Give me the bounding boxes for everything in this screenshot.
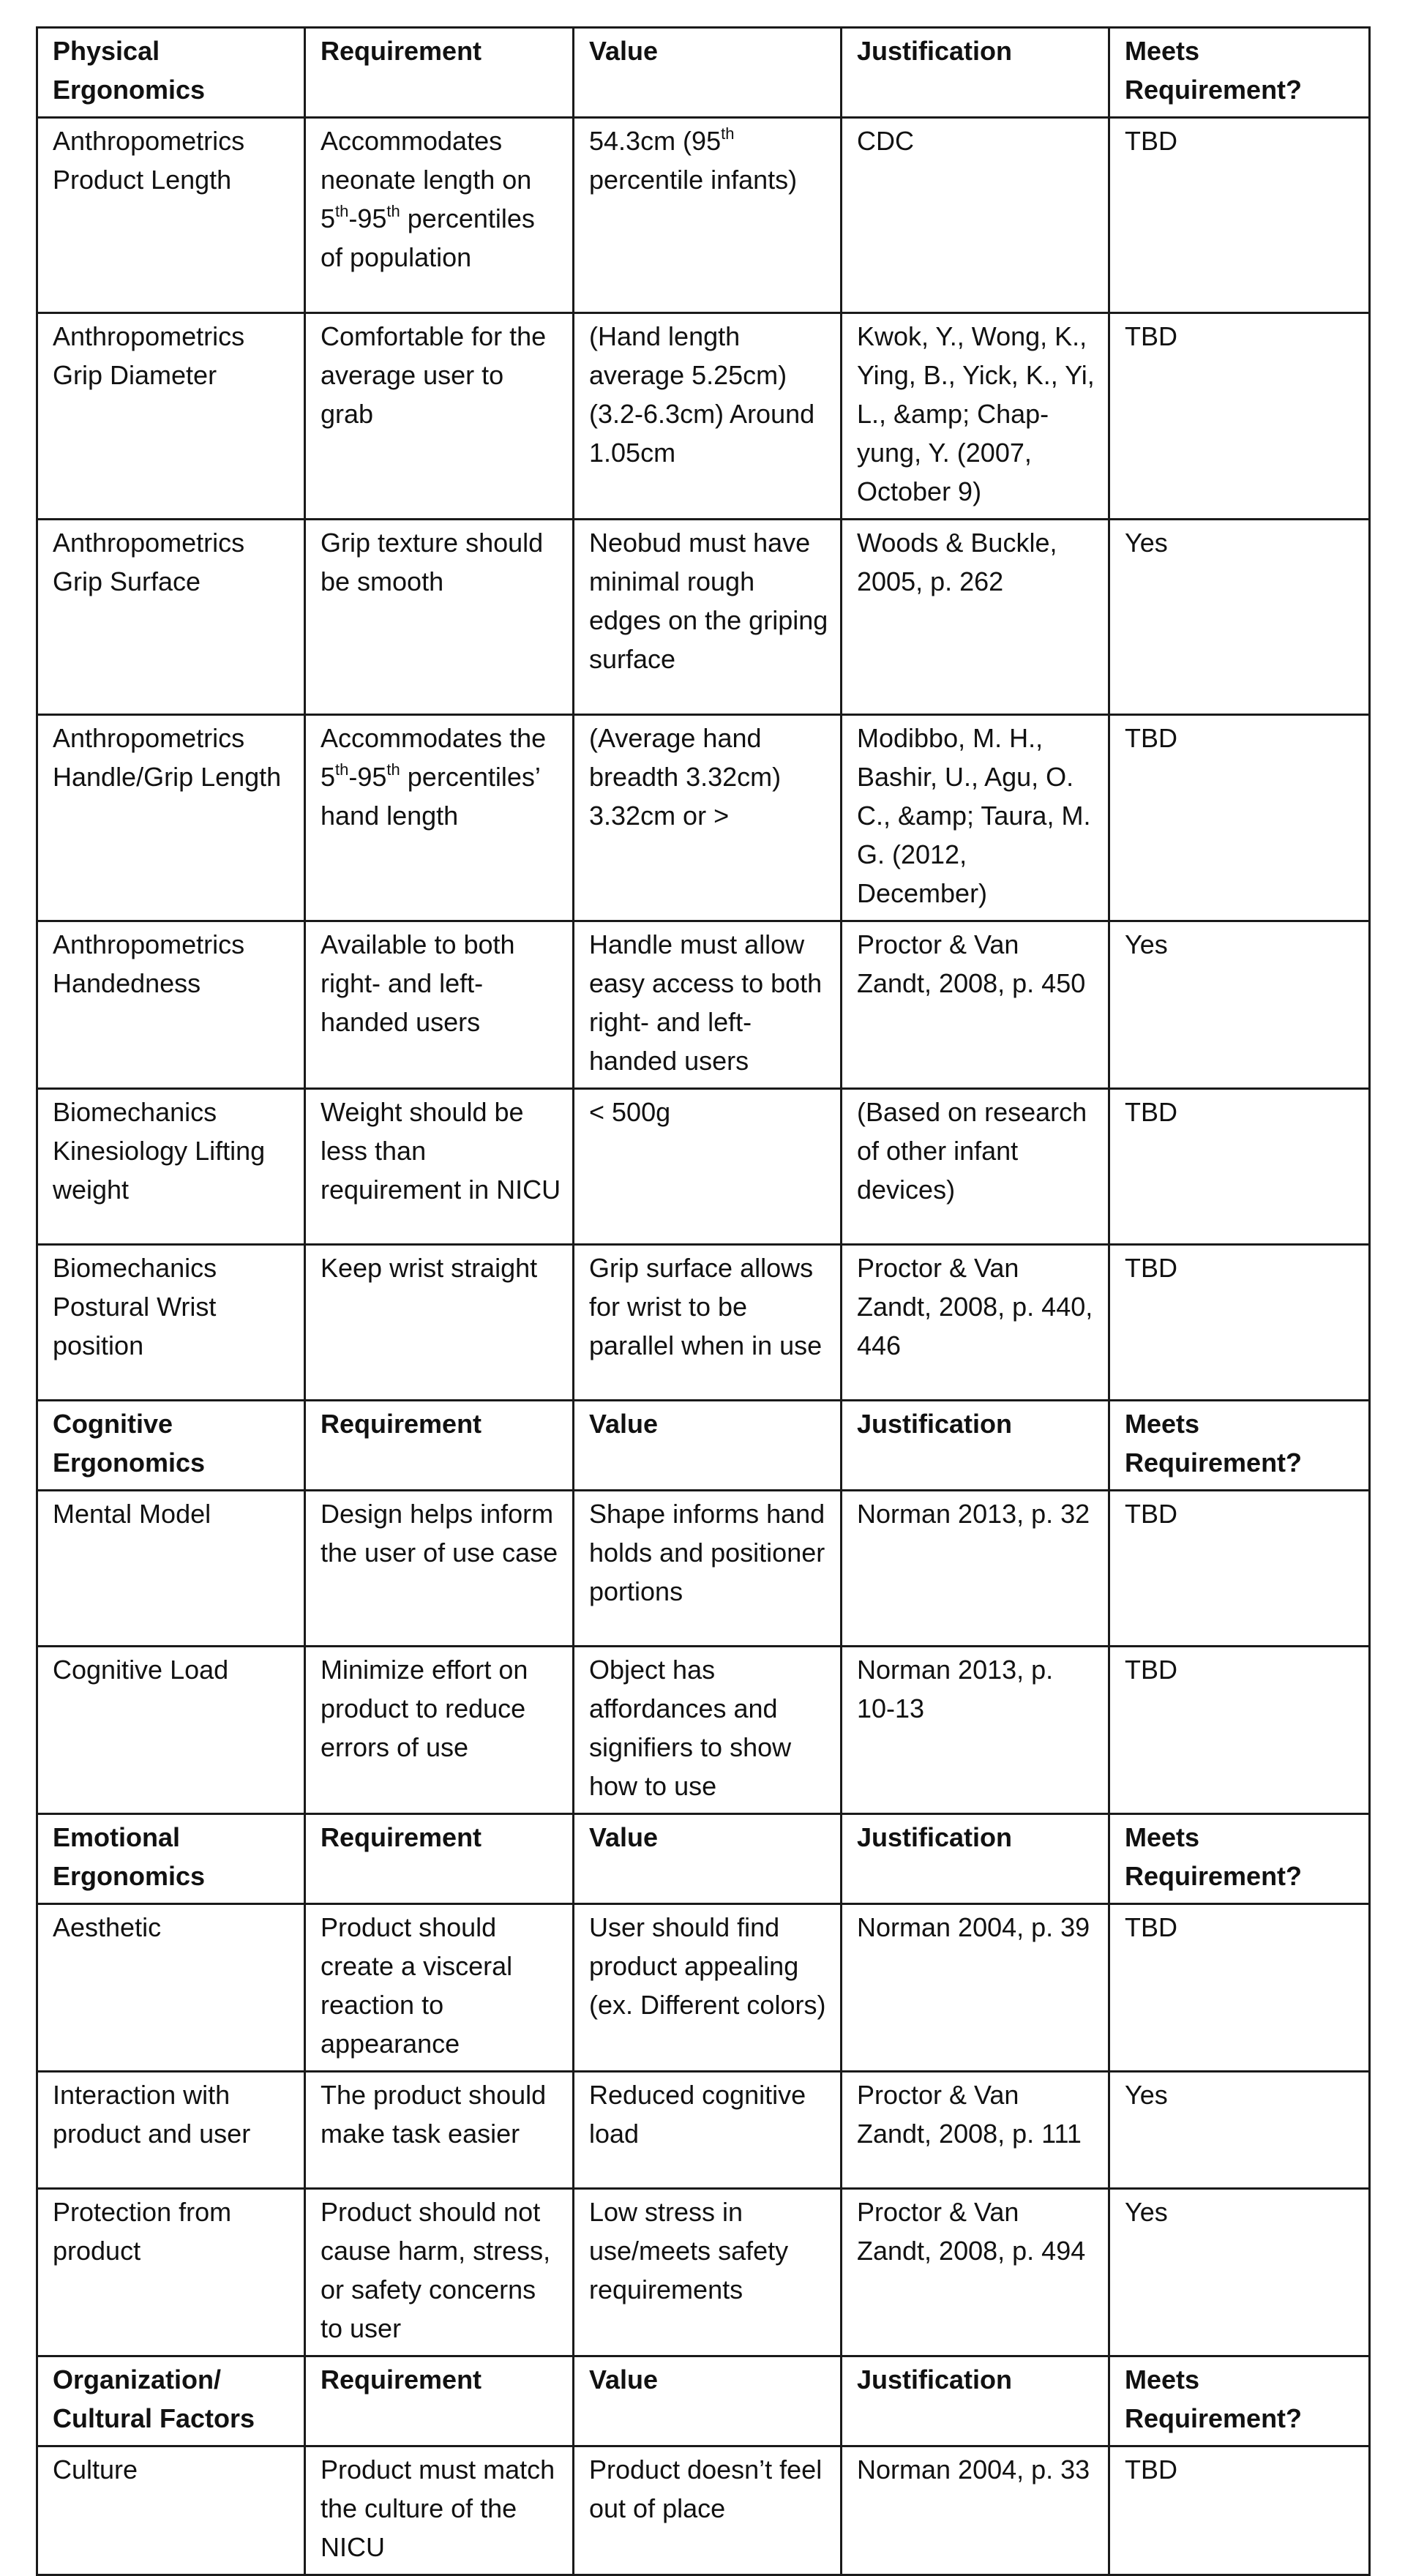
cell-factor [37,520,305,715]
cell-text: Woods & Buckle, 2005, p. 262 [857,528,1057,596]
cell-value [574,921,842,1089]
header-label: Meets Requirement? [1125,1409,1303,1478]
cell-requirement [305,2446,574,2575]
cell-text: Comfortable for the average user to grab [321,321,547,429]
cell-text: TBD [1125,1655,1177,1685]
cell-text: TBD [1125,321,1177,351]
cell-text: Product doesn’t feel out of place [589,2455,823,2523]
cell-text: Proctor & Van Zandt, 2008, p. 494 [857,2197,1086,2266]
table-row [37,520,1370,715]
cell-value [574,1904,842,2072]
header-cell-requirement [305,28,574,118]
cell-text: Neobud must have minimal rough edges on the griping surface [589,528,828,674]
cell-meets-requirement [1109,1089,1370,1245]
header-label: Meets Requirement? [1125,2365,1303,2433]
cell-requirement [305,1089,574,1245]
header-cell-requirement [305,2356,574,2446]
cell-justification [842,1647,1109,1814]
cell-requirement [305,1904,574,2072]
cell-justification [842,1245,1109,1401]
cell-value [574,1491,842,1647]
header-label: Value [589,36,659,66]
table-row [37,2189,1370,2356]
cell-requirement [305,2189,574,2356]
header-cell-meets-requirement [1109,1814,1370,1904]
header-cell-meets-requirement [1109,1401,1370,1491]
cell-text: Interaction with product and user [53,2080,251,2149]
ergonomics-requirements-table [36,26,1371,2576]
cell-text: Weight should be less than requirement in NICU [321,1097,561,1205]
cell-value [574,1647,842,1814]
cell-requirement [305,520,574,715]
header-cell-meets-requirement [1109,2356,1370,2446]
header-label: Justification [857,1822,1013,1852]
cell-text: Norman 2004, p. 39 [857,1912,1090,1942]
cell-text: Anthropometrics Grip Diameter [53,321,245,390]
header-cell-justification [842,1814,1109,1904]
cell-requirement [305,313,574,520]
cell-value [574,2189,842,2356]
cell-justification [842,2189,1109,2356]
cell-text: Product must match the culture of the NICU [321,2455,555,2562]
cell-text: Anthropometrics Grip Surface [53,528,245,596]
cell-text: Proctor & Van Zandt, 2008, p. 111 [857,2080,1082,2149]
cell-text: TBD [1125,126,1177,156]
cell-text: (Based on research of other infant devices) [857,1097,1087,1205]
cell-text: Mental Model [53,1499,211,1529]
cell-text: Grip surface allows for wrist to be parallel when in use [589,1253,823,1360]
cell-meets-requirement [1109,2072,1370,2189]
cell-meets-requirement [1109,1904,1370,2072]
cell-requirement [305,2072,574,2189]
header-label: Value [589,2365,659,2395]
cell-factor [37,1647,305,1814]
cell-text: Minimize effort on product to reduce errors of use [321,1655,528,1762]
table-row [37,313,1370,520]
header-cell-value [574,1814,842,1904]
cell-text: User should find product appealing (ex. Different colors) [589,1912,826,2020]
cell-meets-requirement [1109,2446,1370,2575]
table-row [37,921,1370,1089]
cell-justification [842,1089,1109,1245]
cell-text: Biomechanics Kinesiology Lifting weight [53,1097,266,1205]
cell-factor [37,118,305,313]
header-label: Justification [857,36,1013,66]
cell-justification [842,715,1109,921]
header-cell-value [574,1401,842,1491]
cell-text: (Average hand breadth 3.32cm) 3.32cm or > [589,723,782,831]
cell-text: (Hand length average 5.25cm) (3.2-6.3cm) Around 1.05cm [589,321,815,468]
cell-text: Shape informs hand holds and positioner portions [589,1499,825,1606]
table-row [37,2072,1370,2189]
cell-requirement [305,715,574,921]
header-cell-justification [842,2356,1109,2446]
cell-meets-requirement [1109,1647,1370,1814]
table-row [37,1904,1370,2072]
cell-meets-requirement [1109,921,1370,1089]
cell-text: Accommodates neonate length on 5th-95th percentiles of population [321,126,535,272]
cell-value [574,1245,842,1401]
cell-meets-requirement [1109,1245,1370,1401]
section-header-row [37,2356,1370,2446]
cell-justification [842,118,1109,313]
header-cell-factor [37,28,305,118]
cell-text: Grip texture should be smooth [321,528,544,596]
cell-justification [842,520,1109,715]
cell-text: TBD [1125,1097,1177,1127]
header-label: Justification [857,1409,1013,1439]
cell-text: Norman 2013, p. 10-13 [857,1655,1054,1723]
cell-text: Aesthetic [53,1912,162,1942]
cell-text: Product should create a visceral reaction to appearance [321,1912,513,2059]
header-label: Cognitive Ergonomics [53,1409,206,1478]
cell-text: 54.3cm (95th percentile infants) [589,124,798,195]
cell-text: Anthropometrics Handedness [53,929,245,998]
cell-text: Proctor & Van Zandt, 2008, p. 450 [857,929,1086,998]
section-header-row [37,28,1370,118]
cell-meets-requirement [1109,118,1370,313]
cell-factor [37,1245,305,1401]
cell-text: Cognitive Load [53,1655,229,1685]
cell-text: Kwok, Y., Wong, K., Ying, B., Yick, K., Yi, L., &amp; Chap-yung, Y. (2007, October 9) [857,321,1095,506]
cell-value [574,313,842,520]
cell-meets-requirement [1109,520,1370,715]
header-label: Requirement [321,1409,482,1439]
cell-text: TBD [1125,1499,1177,1529]
cell-value [574,520,842,715]
section-header-row [37,1814,1370,1904]
cell-requirement [305,1245,574,1401]
cell-value [574,2446,842,2575]
cell-text: Anthropometrics Handle/Grip Length [53,723,282,792]
cell-factor [37,921,305,1089]
cell-meets-requirement [1109,313,1370,520]
header-cell-requirement [305,1814,574,1904]
cell-justification [842,2446,1109,2575]
header-cell-factor [37,1401,305,1491]
cell-text: TBD [1125,1253,1177,1283]
header-cell-justification [842,28,1109,118]
cell-factor [37,1089,305,1245]
cell-text: Anthropometrics Product Length [53,126,245,195]
header-label: Meets Requirement? [1125,36,1303,105]
cell-justification [842,1491,1109,1647]
cell-justification [842,1904,1109,2072]
cell-text: Low stress in use/meets safety requirements [589,2197,789,2304]
cell-text: Reduced cognitive load [589,2080,806,2149]
header-label: Value [589,1822,659,1852]
cell-requirement [305,1647,574,1814]
cell-value [574,1089,842,1245]
cell-text: Product should not cause harm, stress, or safety concerns to user [321,2197,551,2343]
cell-text: TBD [1125,1912,1177,1942]
cell-text: Biomechanics Postural Wrist position [53,1253,217,1360]
cell-justification [842,2072,1109,2189]
cell-value [574,118,842,313]
header-label: Justification [857,2365,1013,2395]
cell-factor [37,2072,305,2189]
header-cell-value [574,28,842,118]
header-label: Organization/ Cultural Factors [53,2365,255,2433]
cell-text: Accommodates the 5th-95th percentiles’ hand length [321,723,547,831]
cell-text: Yes [1125,2080,1168,2110]
cell-text: Yes [1125,2197,1168,2227]
cell-meets-requirement [1109,2189,1370,2356]
table-row [37,1647,1370,1814]
header-label: Requirement [321,36,482,66]
header-cell-factor [37,1814,305,1904]
table-row [37,1089,1370,1245]
cell-text: TBD [1125,2455,1177,2485]
cell-text: Design helps inform the user of use case [321,1499,558,1568]
cell-value [574,715,842,921]
header-label: Value [589,1409,659,1439]
table-row [37,2446,1370,2575]
table-row [37,118,1370,313]
cell-requirement [305,921,574,1089]
header-label: Requirement [321,2365,482,2395]
cell-text: Handle must allow easy access to both right- and left-handed users [589,929,823,1076]
cell-text: Available to both right- and left-handed users [321,929,515,1037]
cell-text: Proctor & Van Zandt, 2008, p. 440, 446 [857,1253,1093,1360]
cell-meets-requirement [1109,1491,1370,1647]
cell-text: Yes [1125,929,1168,959]
header-cell-value [574,2356,842,2446]
header-cell-requirement [305,1401,574,1491]
cell-text: Object has affordances and signifiers to show how to use [589,1655,792,1801]
cell-requirement [305,118,574,313]
cell-factor [37,313,305,520]
cell-text: The product should make task easier [321,2080,547,2149]
cell-factor [37,2446,305,2575]
header-cell-justification [842,1401,1109,1491]
header-label: Physical Ergonomics [53,36,206,105]
cell-value [574,2072,842,2189]
header-label: Requirement [321,1822,482,1852]
section-header-row [37,1401,1370,1491]
cell-text: CDC [857,126,914,156]
cell-factor [37,715,305,921]
header-cell-meets-requirement [1109,28,1370,118]
cell-factor [37,2189,305,2356]
cell-text: Norman 2004, p. 33 [857,2455,1090,2485]
cell-text: Norman 2013, p. 32 [857,1499,1090,1529]
cell-text: TBD [1125,723,1177,753]
table-row [37,1491,1370,1647]
table-row [37,715,1370,921]
cell-text: Modibbo, M. H., Bashir, U., Agu, O. C., &amp; Taura, M. G. (2012, December) [857,723,1091,908]
cell-factor [37,1904,305,2072]
table-body [37,28,1370,2575]
cell-text: < 500g [589,1097,671,1127]
cell-factor [37,1491,305,1647]
cell-text: Protection from product [53,2197,232,2266]
cell-justification [842,921,1109,1089]
cell-justification [842,313,1109,520]
header-cell-factor [37,2356,305,2446]
cell-meets-requirement [1109,715,1370,921]
cell-text: Culture [53,2455,138,2485]
header-label: Emotional Ergonomics [53,1822,206,1891]
cell-text: Yes [1125,528,1168,558]
cell-text: Keep wrist straight [321,1253,538,1283]
header-label: Meets Requirement? [1125,1822,1303,1891]
table-row [37,1245,1370,1401]
cell-requirement [305,1491,574,1647]
